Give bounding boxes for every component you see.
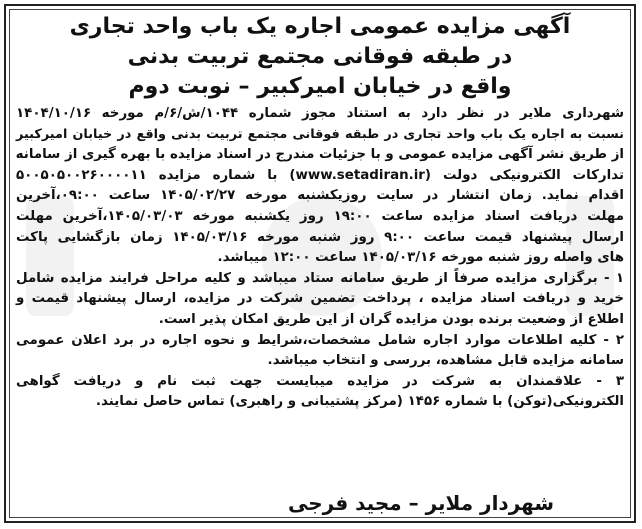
title-line-1: آگهی مزایده عمومی اجاره یک باب واحد تجاری — [69, 14, 571, 39]
intro-line: های واصله روز شنبه مورخه ۱۴۰۵/۰۳/۱۶ ساعت ۱۲:۰۰ میباشد. — [217, 250, 624, 266]
item-2-line: ۲ - کلیه اطلاعات موارد اجاره شامل مشخصات،شرایط و نحوه اجاره در برد اعلان عمومی — [16, 332, 624, 348]
item-1-line: ۱ - برگزاری مزایده صرفاً از طریق سامانه ستاد میباشد و کلیه مراحل فرایند مزایده شامل — [16, 270, 624, 286]
intro-line: از طریق نشر آگهی مزایده عمومی و با جزئیات مندرج در اسناد مزایده با بهره گیری از سامانه — [15, 147, 624, 163]
item-2 — [16, 331, 624, 372]
item-1-line: خرید و دریافت اسناد مزایده ، پرداخت تضمین شرکت در مزایده، ارسال پیشنهاد قیمت و — [16, 291, 624, 307]
intro-paragraph — [16, 104, 624, 269]
intro-line: ارسال پیشنهاد قیمت ساعت ۹:۰۰ روز شنبه مورخه ۱۴۰۵/۰۳/۱۶ زمان بازگشایی پاکت — [16, 229, 624, 245]
notice-title — [16, 12, 624, 102]
item-3 — [16, 372, 624, 413]
item-3-line: الکترونیکی(توکن) با شماره ۱۴۵۶ (مرکز پشتیبانی و راهبری) تماس حاصل نمایند. — [95, 394, 624, 410]
notice-content — [16, 12, 624, 517]
item-1 — [16, 269, 624, 331]
signature: شهردار ملایر – مجید فرجی — [287, 491, 554, 515]
intro-line: اقدام نماید. زمان انتشار در سایت روزیکشنبه مورخه ۱۴۰۵/۰۲/۲۷ ساعت ۰۹:۰۰،آخرین — [16, 188, 625, 204]
item-3-line: ۳ - علاقمندان به شرکت در مزایده میبایست جهت ثبت نام و دریافت گواهی — [16, 373, 624, 389]
intro-line: نسبت به اجاره یک باب واحد تجاری در طبقه فوقانی مجتمع تربیت بدنی واقع در خیابان امیرکبیر — [16, 126, 624, 142]
title-line-2: در طبقه فوقانی مجتمع تربیت بدنی — [127, 44, 513, 69]
intro-line: مهلت دریافت اسناد مزایده ساعت ۱۹:۰۰ روز یکشنبه مورخه ۱۴۰۵/۰۳/۰۳،آخرین مهلت — [16, 208, 624, 224]
title-line-3: واقع در خیابان امیرکبیر – نوبت دوم — [128, 74, 512, 99]
intro-line: تدارکات الکترونیکی دولت (www.setadiran.ir) با شماره مزایده ۵۰۰۵۰۵۰۰۲۶۰۰۰۰۱۱ — [16, 167, 624, 183]
notice-frame — [4, 4, 636, 523]
item-2-line: سامانه مزایده قابل مشاهده، بررسی و انتخاب میباشد. — [267, 353, 624, 369]
intro-line: شهرداری ملایر در نظر دارد به استناد مجوز شماره ۱۰۴۴/ش/۶/م مورخه ۱۴۰۴/۱۰/۱۶ — [16, 106, 624, 121]
item-1-line: اطلاع از وضعیت برنده بودن مزایده گران از این طریق امکان پذیر است. — [158, 311, 624, 327]
